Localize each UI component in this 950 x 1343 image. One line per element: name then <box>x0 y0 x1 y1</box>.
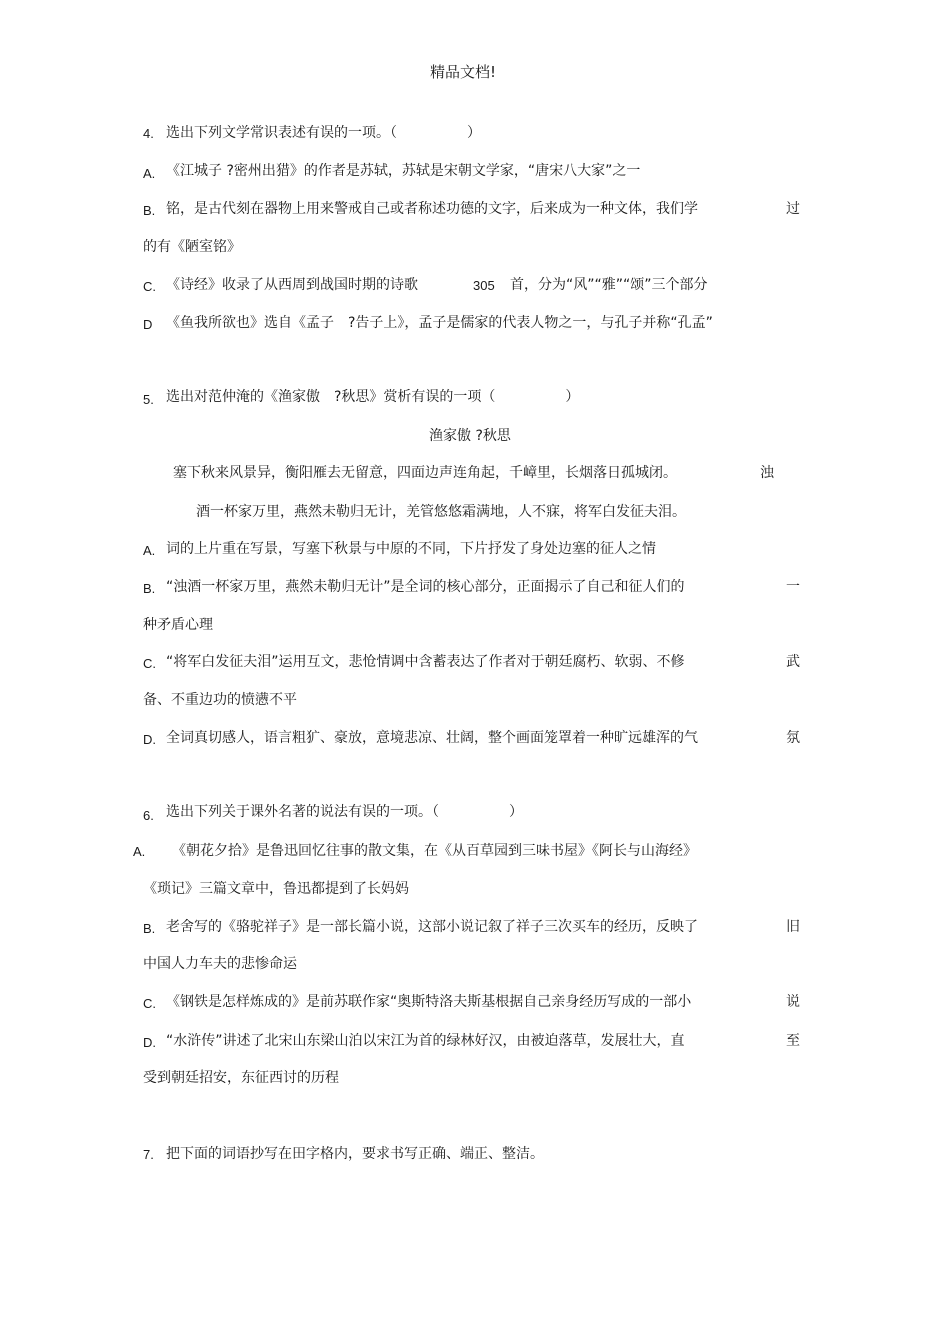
q6-option-b-label: B. <box>143 921 156 936</box>
q6-option-b-tail: 旧 <box>786 919 800 935</box>
q4-option-b-continuation: 的有《陋室铭》 <box>143 239 241 255</box>
q6-stem: 选出下列关于课外名著的说法有误的一项。（ ） <box>166 804 523 820</box>
q6-option-a-continuation: 《琐记》三篇文章中，鲁迅都提到了长妈妈 <box>143 881 409 897</box>
q4-option-d-label: D <box>143 317 153 332</box>
q5-number: 5. <box>143 392 154 407</box>
q5-option-c-continuation: 备、不重边功的愤懑不平 <box>143 692 297 708</box>
q7-stem: 把下面的词语抄写在田字格内，要求书写正确、端正、整洁。 <box>166 1146 544 1162</box>
q5-option-a-label: A. <box>143 543 156 558</box>
q6-option-a-text: 《朝花夕拾》是鲁迅回忆往事的散文集，在《从百草园到三味书屋》《阿长与山海经》 <box>172 843 697 859</box>
q5-option-b-tail: 一 <box>786 579 800 595</box>
q4-option-c-label: C. <box>143 279 156 294</box>
q4-option-c-text-1: 《诗经》收录了从西周到战国时期的诗歌 <box>166 277 418 293</box>
q6-option-a-label: A. <box>133 844 146 859</box>
q5-option-d-text: 全词真切感人，语言粗犷、豪放，意境悲凉、壮阔，整个画面笼罩着一种旷远雄浑的气 <box>166 730 698 746</box>
q6-option-d-text: “水浒传”讲述了北宋山东梁山泊以宋江为首的绿林好汉，由被迫落草，发展壮大，直 <box>166 1033 685 1049</box>
q4-option-c-text-2: 首，分为“风”“雅”“颂”三个部分 <box>510 277 708 293</box>
q5-option-c-text: “将军白发征夫泪”运用互文，悲怆情调中含蓄表达了作者对于朝廷腐朽、软弱、不修 <box>166 654 685 670</box>
q4-stem: 选出下列文学常识表述有误的一项。（ ） <box>166 125 481 141</box>
q6-option-c-text: 《钢铁是怎样炼成的》是前苏联作家“奥斯特洛夫斯基根据自己亲身经历写成的一部小 <box>166 994 692 1010</box>
q6-option-c-label: C. <box>143 996 156 1011</box>
q4-option-c-number: 305 <box>473 278 495 293</box>
q6-option-b-continuation: 中国人力车夫的悲惨命运 <box>143 956 297 972</box>
q6-option-d-label: D. <box>143 1035 156 1050</box>
q6-number: 6. <box>143 808 154 823</box>
poem-line-1: 塞下秋来风景异，衡阳雁去无留意，四面边声连角起，千嶂里，长烟落日孤城闭。 <box>173 465 677 481</box>
q4-number: 4. <box>143 126 154 141</box>
q4-option-a-text: 《江城子 ?密州出猎》的作者是苏轼，苏轼是宋朝文学家，“唐宋八大家”之一 <box>166 163 641 179</box>
page-header: 精品文档! <box>430 63 497 81</box>
q5-option-c-label: C. <box>143 656 156 671</box>
q7-number: 7. <box>143 1147 154 1162</box>
q4-option-b-text: 铭，是古代刻在器物上用来警戒自己或者称述功德的文字，后来成为一种文体，我们学 <box>166 201 698 217</box>
q6-option-d-continuation: 受到朝廷招安，东征西讨的历程 <box>143 1070 339 1086</box>
q6-option-c-tail: 说 <box>786 994 800 1010</box>
q5-option-d-tail: 氛 <box>786 730 800 746</box>
poem-line-1-tail: 浊 <box>760 465 774 481</box>
poem-title: 渔家傲 ?秋思 <box>429 428 511 444</box>
q4-option-b-label: B. <box>143 203 156 218</box>
q6-option-b-text: 老舍写的《骆驼祥子》是一部长篇小说，这部小说记叙了祥子三次买车的经历，反映了 <box>166 919 698 935</box>
q5-option-b-text: “浊酒一杯家万里，燕然未勒归无计”是全词的核心部分，正面揭示了自己和征人们的 <box>166 579 685 595</box>
q5-option-d-label: D. <box>143 732 156 747</box>
q5-option-b-continuation: 种矛盾心理 <box>143 617 213 633</box>
q5-option-b-label: B. <box>143 581 156 596</box>
q5-option-c-tail: 武 <box>786 654 800 670</box>
q4-option-b-tail: 过 <box>786 201 800 217</box>
q5-stem: 选出对范仲淹的《渔家傲 ?秋思》赏析有误的一项（ ） <box>166 389 580 405</box>
q5-option-a-text: 词的上片重在写景，写塞下秋景与中原的不同，下片抒发了身处边塞的征人之情 <box>166 541 656 557</box>
q4-option-d-text: 《鱼我所欲也》选自《孟子 ?告子上》，孟子是儒家的代表人物之一，与孔子并称“孔孟” <box>166 315 713 331</box>
q6-option-d-tail: 至 <box>786 1033 800 1049</box>
poem-line-2: 酒一杯家万里，燕然未勒归无计，羌管悠悠霜满地，人不寐，将军白发征夫泪。 <box>196 504 686 520</box>
q4-option-a-label: A. <box>143 166 156 181</box>
